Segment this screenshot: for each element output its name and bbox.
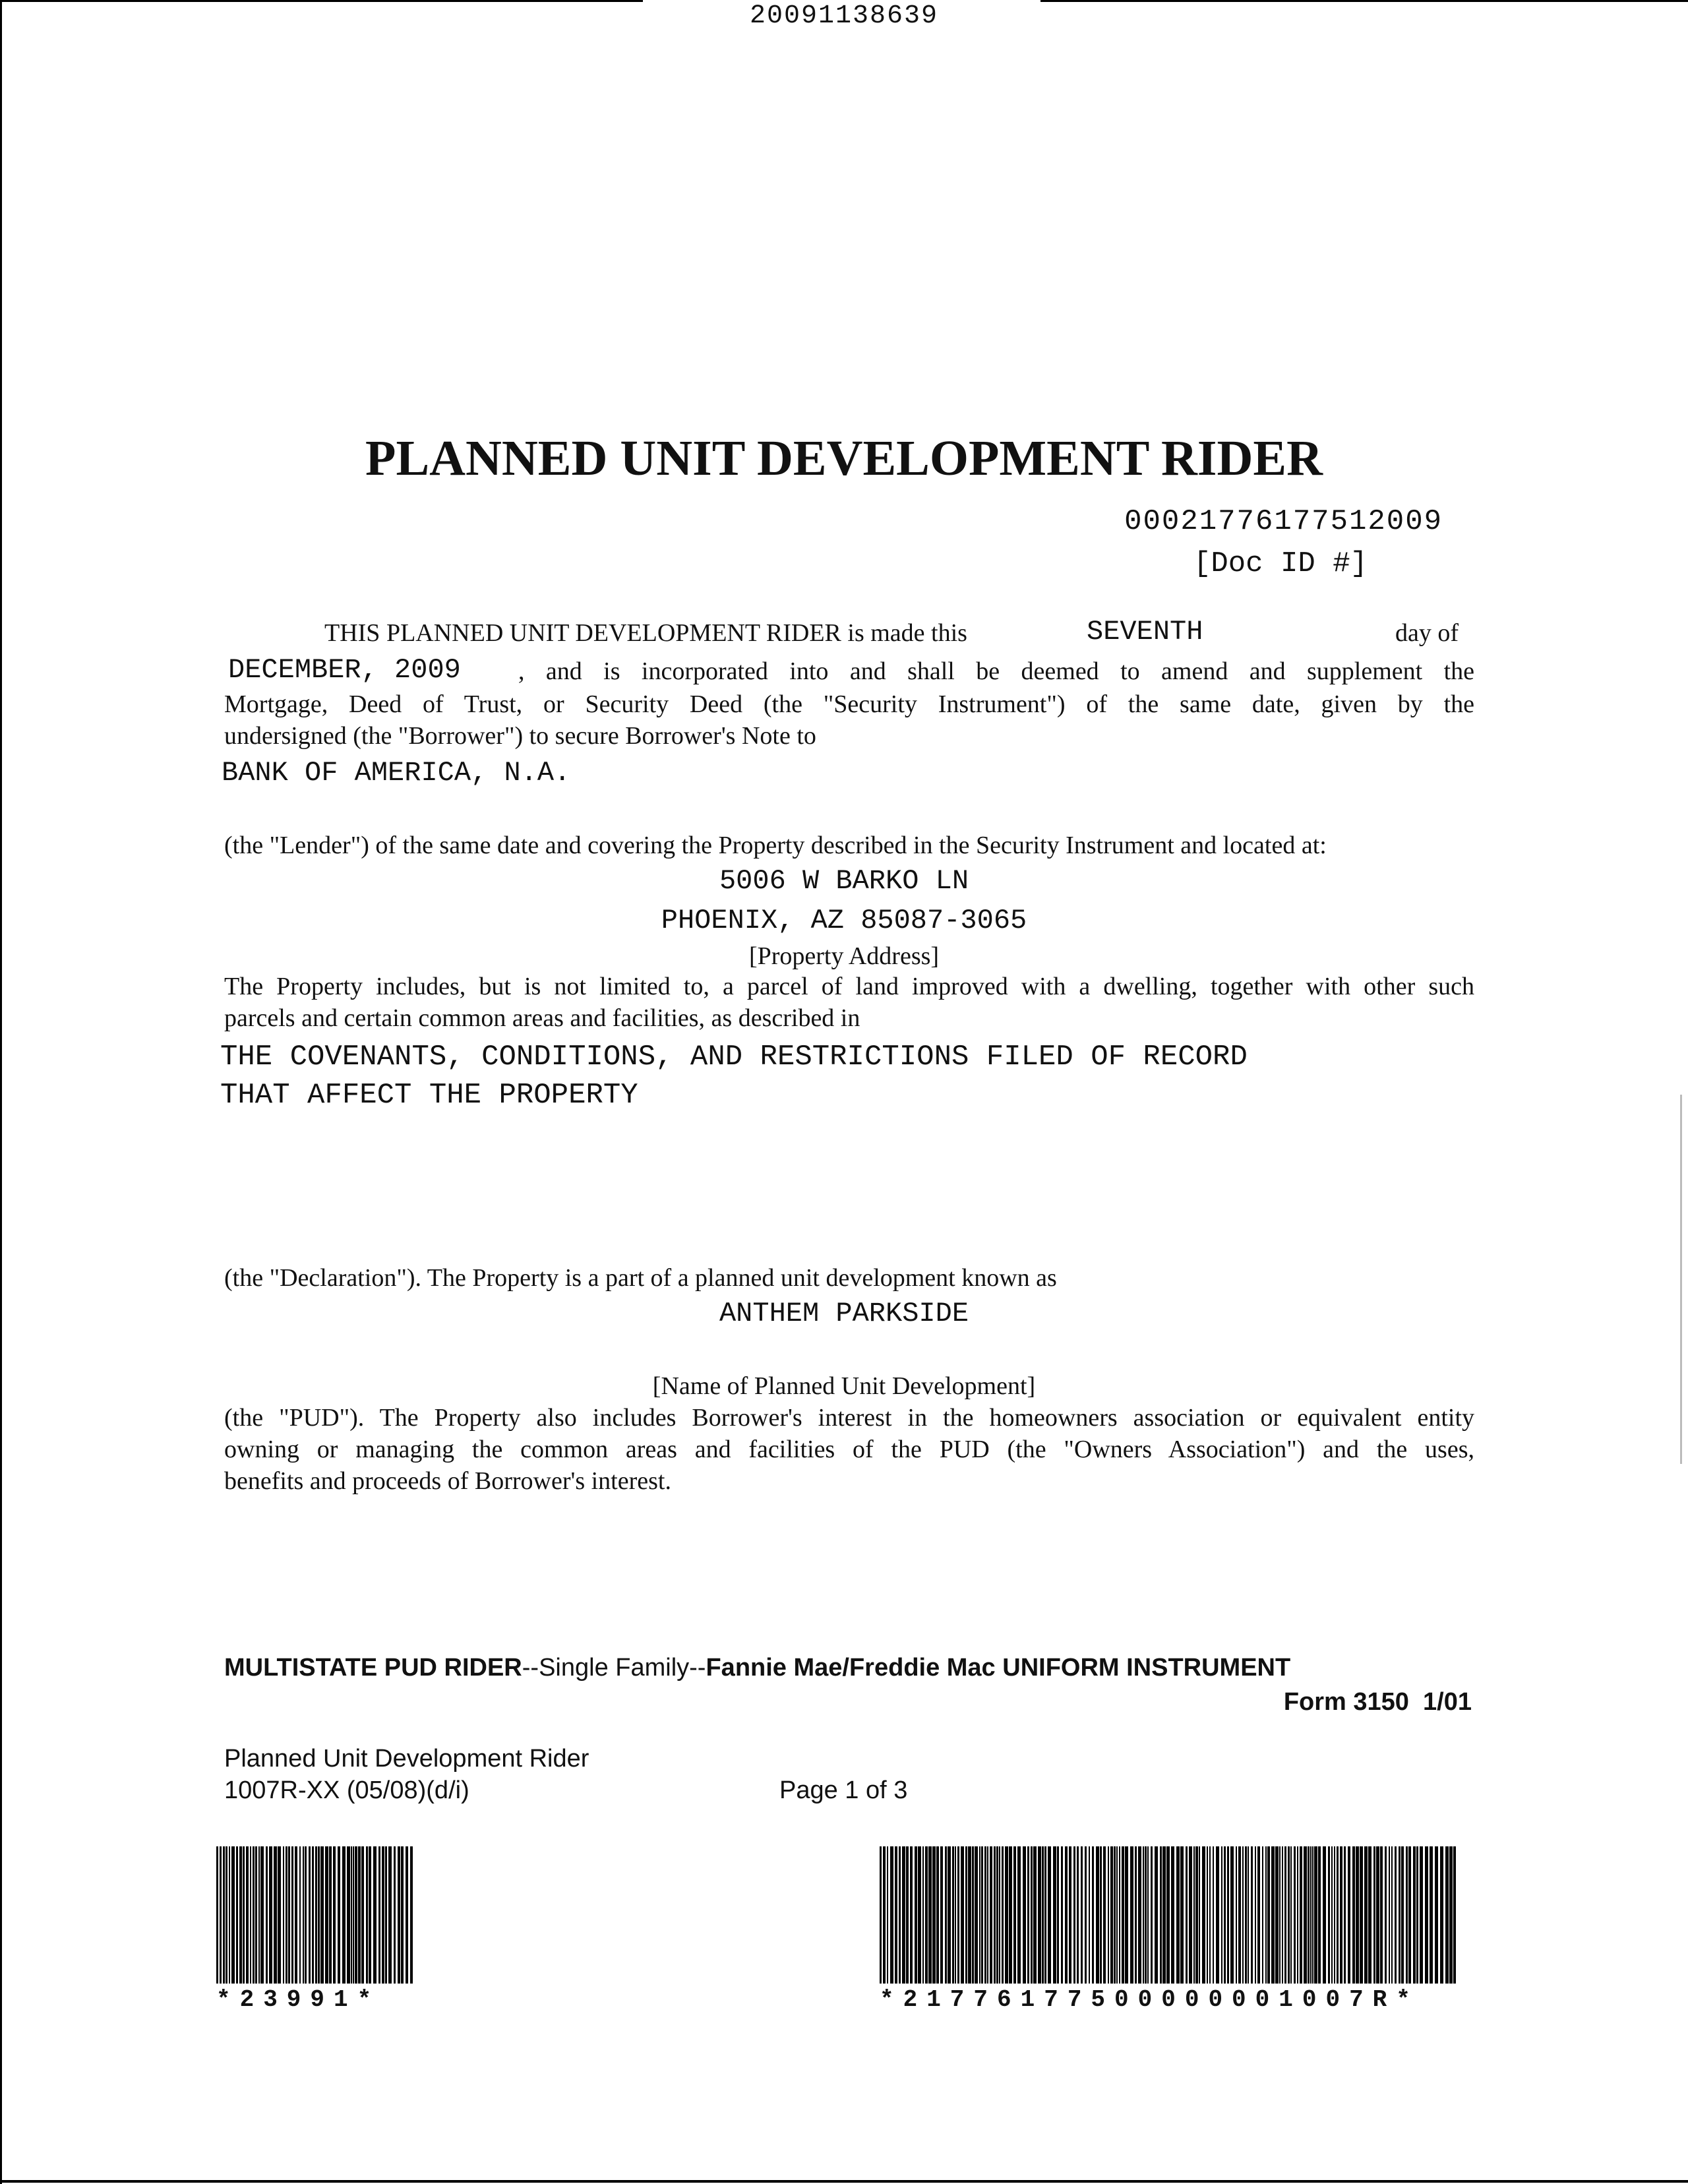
barcode-bar xyxy=(1027,1846,1029,1984)
barcode-bar xyxy=(1430,1846,1433,1984)
rider-date: DECEMBER, 2009 xyxy=(228,654,461,686)
barcode-bar xyxy=(1224,1846,1226,1984)
barcode-bar xyxy=(1294,1846,1296,1984)
barcode-bar xyxy=(305,1846,307,1984)
barcode-bar xyxy=(1042,1846,1044,1984)
barcode-bar xyxy=(1360,1846,1363,1984)
barcode-bar xyxy=(295,1846,297,1984)
barcode-bar xyxy=(1288,1846,1290,1984)
scan-edge-mark xyxy=(1680,1095,1682,1464)
barcode-bar xyxy=(406,1846,408,1984)
barcode-bar xyxy=(1408,1846,1411,1984)
form-title-line xyxy=(224,1654,1290,1682)
intro-line-2: , and is incorporated into and shall be deemed to amend and supplement the xyxy=(518,657,1474,685)
barcode-bar xyxy=(957,1846,959,1984)
barcode-bar xyxy=(1449,1846,1453,1984)
barcode-bar xyxy=(1209,1846,1211,1984)
barcode-bar xyxy=(1440,1846,1443,1984)
barcode-bar xyxy=(1406,1846,1408,1984)
barcode-bar xyxy=(1257,1846,1260,1984)
barcode-bar xyxy=(373,1846,377,1984)
barcode-bar xyxy=(1092,1846,1094,1984)
barcode-bar xyxy=(1125,1846,1128,1984)
barcode-bar xyxy=(899,1846,901,1984)
barcode-bar xyxy=(1238,1846,1241,1984)
barcode-bar xyxy=(250,1846,251,1984)
barcode-bar xyxy=(1373,1846,1375,1984)
includes-line-1: The Property includes, but is not limited to, a parcel of land improved with a dwelling, together with other such xyxy=(224,973,1474,1000)
barcode-bar xyxy=(1143,1846,1144,1984)
lender-line: (the "Lender") of the same date and covering the Property described in the Security Instrument and located at: xyxy=(224,832,1327,859)
barcode-bar xyxy=(220,1846,222,1984)
barcode-bar xyxy=(1114,1846,1116,1984)
barcode-bar xyxy=(1081,1846,1083,1984)
barcode-bar xyxy=(1202,1846,1205,1984)
barcode-bar xyxy=(253,1846,255,1984)
barcode-bar xyxy=(945,1846,947,1984)
barcode-bar xyxy=(1160,1846,1162,1984)
barcode-bar xyxy=(1395,1846,1397,1984)
document-number: 00021776177512009 xyxy=(1124,505,1443,538)
barcode-bar xyxy=(1385,1846,1387,1984)
barcode-right-bars xyxy=(880,1846,1460,1984)
barcode-bar xyxy=(333,1846,336,1984)
barcode-bar xyxy=(1323,1846,1326,1984)
barcode-bar xyxy=(358,1846,361,1984)
barcode-bar xyxy=(955,1846,956,1984)
barcode-bar xyxy=(910,1846,913,1984)
barcode-bar xyxy=(239,1846,242,1984)
barcode-bar xyxy=(1308,1846,1310,1984)
barcode-bar xyxy=(1009,1846,1012,1984)
barcode-bar xyxy=(1195,1846,1198,1984)
barcode-left xyxy=(216,1846,414,2013)
barcode-bar xyxy=(278,1846,281,1984)
barcode-bar xyxy=(1282,1846,1283,1984)
barcode-bar xyxy=(1145,1846,1147,1984)
barcode-bar xyxy=(246,1846,249,1984)
barcode-bar xyxy=(1310,1846,1311,1984)
barcode-bar xyxy=(338,1846,340,1984)
barcode-bar xyxy=(274,1846,277,1984)
barcode-bar xyxy=(1368,1846,1372,1984)
barcode-bar xyxy=(1284,1846,1286,1984)
barcode-right-label: *21776177500000001007R* xyxy=(880,1986,1420,2013)
barcode-bar xyxy=(902,1846,905,1984)
barcode-bar xyxy=(918,1846,921,1984)
barcode-bar xyxy=(320,1846,324,1984)
day-word: SEVENTH xyxy=(1087,616,1203,648)
barcode-bar xyxy=(1065,1846,1068,1984)
barcode-bar xyxy=(325,1846,328,1984)
barcode-bar xyxy=(1151,1846,1153,1984)
barcode-bar xyxy=(1216,1846,1219,1984)
barcode-bar xyxy=(315,1846,317,1984)
barcode-bar xyxy=(286,1846,287,1984)
page-border-bottom xyxy=(0,2180,1688,2183)
barcode-bar xyxy=(1242,1846,1244,1984)
lender-name: BANK OF AMERICA, N.A. xyxy=(222,757,571,789)
barcode-bar xyxy=(1399,1846,1401,1984)
barcode-left-label: *23991* xyxy=(216,1986,381,2013)
barcode-bar xyxy=(1420,1846,1423,1984)
barcode-bar xyxy=(948,1846,951,1984)
barcode-bar xyxy=(936,1846,939,1984)
barcode-bar xyxy=(987,1846,988,1984)
barcode-left-bars xyxy=(216,1846,414,1984)
barcode-bar xyxy=(940,1846,943,1984)
barcode-bar xyxy=(291,1846,293,1984)
barcode-bar xyxy=(318,1846,320,1984)
barcode-bar xyxy=(1340,1846,1342,1984)
barcode-bar xyxy=(1290,1846,1292,1984)
barcode-bar xyxy=(1189,1846,1192,1984)
barcode-bar xyxy=(1038,1846,1041,1984)
barcode-bar xyxy=(385,1846,387,1984)
barcode-bar xyxy=(906,1846,909,1984)
barcode-bar xyxy=(1416,1846,1418,1984)
barcode-bar xyxy=(915,1846,917,1984)
barcode-bar xyxy=(1389,1846,1390,1984)
barcode-bar xyxy=(1453,1846,1456,1984)
uniform-instrument-label: Fannie Mae/Freddie Mac UNIFORM INSTRUMENT xyxy=(706,1654,1291,1682)
barcode-bar xyxy=(394,1846,396,1984)
barcode-bar xyxy=(342,1846,346,1984)
barcode-bar xyxy=(388,1846,392,1984)
barcode-bar xyxy=(1435,1846,1438,1984)
barcode-bar xyxy=(312,1846,314,1984)
barcode-right xyxy=(880,1846,1460,2013)
barcode-bar xyxy=(932,1846,936,1984)
barcode-bar xyxy=(1155,1846,1158,1984)
barcode-bar xyxy=(975,1846,978,1984)
barcode-bar xyxy=(1348,1846,1350,1984)
barcode-bar xyxy=(1275,1846,1279,1984)
barcode-bar xyxy=(347,1846,350,1984)
barcode-bar xyxy=(952,1846,954,1984)
barcode-bar xyxy=(1401,1846,1404,1984)
barcode-bar xyxy=(378,1846,380,1984)
barcode-bar xyxy=(1230,1846,1234,1984)
barcode-bar xyxy=(1017,1846,1021,1984)
form-code: 1007R-XX (05/08)(d/i) xyxy=(224,1776,469,1804)
property-address-label: [Property Address] xyxy=(748,942,940,970)
barcode-bar xyxy=(223,1846,225,1984)
pud-para-line-1: (the "PUD"). The Property also includes Borrower's interest in the homeowners association or equivalent entity xyxy=(224,1404,1474,1432)
barcode-bar xyxy=(990,1846,992,1984)
barcode-bar xyxy=(1344,1846,1346,1984)
barcode-bar xyxy=(961,1846,964,1984)
barcode-bar xyxy=(329,1846,332,1984)
barcode-bar xyxy=(1279,1846,1281,1984)
barcode-bar xyxy=(1236,1846,1237,1984)
barcode-bar xyxy=(1176,1846,1180,1984)
barcode-bar xyxy=(965,1846,967,1984)
barcode-bar xyxy=(1057,1846,1059,1984)
barcode-bar xyxy=(1248,1846,1249,1984)
barcode-bar xyxy=(1122,1846,1124,1984)
barcode-bar xyxy=(266,1846,268,1984)
page-border-left xyxy=(0,0,2,2184)
barcode-bar xyxy=(216,1846,218,1984)
barcode-bar xyxy=(1147,1846,1149,1984)
barcode-bar xyxy=(1312,1846,1313,1984)
barcode-bar xyxy=(1077,1846,1079,1984)
barcode-bar xyxy=(1265,1846,1267,1984)
barcode-bar xyxy=(994,1846,996,1984)
barcode-bar xyxy=(996,1846,998,1984)
barcode-bar xyxy=(398,1846,400,1984)
barcode-bar xyxy=(1267,1846,1270,1984)
barcode-bar xyxy=(1061,1846,1063,1984)
includes-line-2: parcels and certain common areas and facilities, as described in xyxy=(224,1004,860,1032)
barcode-bar xyxy=(1425,1846,1428,1984)
barcode-bar xyxy=(1328,1846,1330,1984)
barcode-bar xyxy=(922,1846,924,1984)
barcode-bar xyxy=(1300,1846,1302,1984)
barcode-bar xyxy=(1089,1846,1090,1984)
pud-name-label: [Name of Planned Unit Development] xyxy=(652,1372,1036,1400)
barcode-bar xyxy=(984,1846,986,1984)
barcode-bar xyxy=(890,1846,893,1984)
multistate-label: MULTISTATE PUD RIDER xyxy=(224,1654,522,1682)
barcode-bar xyxy=(1221,1846,1222,1984)
barcode-bar xyxy=(1297,1846,1298,1984)
barcode-bar xyxy=(1193,1846,1195,1984)
barcode-bar xyxy=(1162,1846,1166,1984)
form-name: Planned Unit Development Rider xyxy=(224,1745,589,1773)
barcode-bar xyxy=(303,1846,304,1984)
intro-text-b: day of xyxy=(1395,619,1459,647)
barcode-bar xyxy=(880,1846,882,1984)
barcode-bar xyxy=(353,1846,354,1984)
barcode-bar xyxy=(1186,1846,1188,1984)
barcode-bar xyxy=(243,1846,245,1984)
barcode-bar xyxy=(1380,1846,1383,1984)
barcode-bar xyxy=(1245,1846,1247,1984)
barcode-bar xyxy=(1180,1846,1184,1984)
barcode-bar xyxy=(1304,1846,1307,1984)
barcode-bar xyxy=(1271,1846,1275,1984)
barcode-bar xyxy=(1013,1846,1016,1984)
barcode-bar xyxy=(255,1846,257,1984)
barcode-bar xyxy=(1262,1846,1263,1984)
barcode-bar xyxy=(1002,1846,1004,1984)
barcode-bar xyxy=(260,1846,264,1984)
intro-line-4: undersigned (the "Borrower") to secure Borrower's Note to xyxy=(224,722,816,750)
barcode-bar xyxy=(1376,1846,1379,1984)
single-family-label: --Single Family-- xyxy=(522,1654,706,1682)
page-number: Page 1 of 3 xyxy=(779,1776,908,1804)
intro-text-a: THIS PLANNED UNIT DEVELOPMENT RIDER is made this xyxy=(324,619,967,647)
barcode-bar xyxy=(1334,1846,1335,1984)
barcode-bar xyxy=(309,1846,311,1984)
barcode-bar xyxy=(1255,1846,1256,1984)
barcode-bar xyxy=(1166,1846,1170,1984)
barcode-bar xyxy=(1213,1846,1214,1984)
barcode-bar xyxy=(1364,1846,1368,1984)
barcode-bar xyxy=(1251,1846,1253,1984)
barcode-bar xyxy=(1171,1846,1174,1984)
barcode-bar xyxy=(1100,1846,1102,1984)
barcode-bar xyxy=(1138,1846,1141,1984)
barcode-bar xyxy=(361,1846,364,1984)
barcode-bar xyxy=(928,1846,932,1984)
barcode-bar xyxy=(1207,1846,1208,1984)
barcode-bar xyxy=(1314,1846,1317,1984)
barcode-bar xyxy=(229,1846,230,1984)
barcode-bar xyxy=(999,1846,1000,1984)
barcode-bar xyxy=(1199,1846,1200,1984)
barcode-bar xyxy=(288,1846,290,1984)
barcode-bar xyxy=(979,1846,980,1984)
barcode-bar xyxy=(1096,1846,1099,1984)
barcode-bar xyxy=(369,1846,371,1984)
barcode-bar xyxy=(1044,1846,1046,1984)
declaration-line: (the "Declaration"). The Property is a part of a planned unit development known as xyxy=(224,1264,1057,1292)
barcode-bar xyxy=(1356,1846,1359,1984)
barcode-bar xyxy=(1227,1846,1229,1984)
barcode-bar xyxy=(1331,1846,1333,1984)
barcode-bar xyxy=(1108,1846,1109,1984)
barcode-bar xyxy=(351,1846,352,1984)
barcode-bar xyxy=(1352,1846,1355,1984)
pud-para-line-3: benefits and proceeds of Borrower's interest. xyxy=(224,1467,671,1495)
barcode-bar xyxy=(1119,1846,1120,1984)
intro-line-3: Mortgage, Deed of Trust, or Security Deed (the "Security Instrument") of the same date, given by the xyxy=(224,690,1474,718)
barcode-bar xyxy=(401,1846,404,1984)
covenants-line-2: THAT AFFECT THE PROPERTY xyxy=(220,1079,638,1112)
barcode-bar xyxy=(258,1846,260,1984)
barcode-bar xyxy=(1318,1846,1321,1984)
barcode-bar xyxy=(355,1846,357,1984)
barcode-bar xyxy=(883,1846,886,1984)
barcode-bar xyxy=(972,1846,974,1984)
barcode-bar xyxy=(1116,1846,1118,1984)
barcode-bar xyxy=(887,1846,888,1984)
barcode-bar xyxy=(895,1846,897,1984)
barcode-bar xyxy=(236,1846,238,1984)
property-address-line-1: 5006 W BARKO LN xyxy=(719,865,969,897)
barcode-bar xyxy=(1391,1846,1393,1984)
property-address-line-2: PHOENIX, AZ 85087-3065 xyxy=(661,905,1027,936)
barcode-bar xyxy=(1023,1846,1026,1984)
barcode-bar xyxy=(382,1846,384,1984)
pud-name: ANTHEM PARKSIDE xyxy=(719,1298,969,1329)
covenants-line-1: THE COVENANTS, CONDITIONS, AND RESTRICTIONS FILED OF RECORD xyxy=(220,1041,1248,1074)
barcode-bar xyxy=(226,1846,227,1984)
recording-number: 20091138639 xyxy=(749,1,939,31)
barcode-bar xyxy=(1445,1846,1449,1984)
barcode-bar xyxy=(269,1846,272,1984)
barcode-bar xyxy=(299,1846,301,1984)
barcode-bar xyxy=(1033,1846,1037,1984)
pud-para-line-2: owning or managing the common areas and facilities of the PUD (the "Owners Association") and the uses, xyxy=(224,1436,1474,1463)
barcode-bar xyxy=(925,1846,928,1984)
barcode-bar xyxy=(1337,1846,1339,1984)
barcode-bar xyxy=(1005,1846,1008,1984)
barcode-bar xyxy=(1413,1846,1416,1984)
doc-id-label: [Doc ID #] xyxy=(1193,547,1368,580)
barcode-bar xyxy=(1110,1846,1113,1984)
barcode-bar xyxy=(1130,1846,1133,1984)
barcode-bar xyxy=(1073,1846,1075,1984)
barcode-bar xyxy=(968,1846,971,1984)
barcode-bar xyxy=(1135,1846,1137,1984)
barcode-bar xyxy=(1048,1846,1051,1984)
barcode-bar xyxy=(283,1846,284,1984)
barcode-bar xyxy=(1069,1846,1071,1984)
barcode-bar xyxy=(410,1846,413,1984)
form-number: Form 3150 1/01 xyxy=(1283,1688,1472,1716)
barcode-bar xyxy=(981,1846,983,1984)
barcode-bar xyxy=(1053,1846,1056,1984)
barcode-bar xyxy=(366,1846,368,1984)
barcode-bar xyxy=(1103,1846,1106,1984)
document-title: PLANNED UNIT DEVELOPMENT RIDER xyxy=(365,431,1323,486)
barcode-bar xyxy=(231,1846,235,1984)
barcode-bar xyxy=(1085,1846,1087,1984)
barcode-bar xyxy=(1031,1846,1033,1984)
